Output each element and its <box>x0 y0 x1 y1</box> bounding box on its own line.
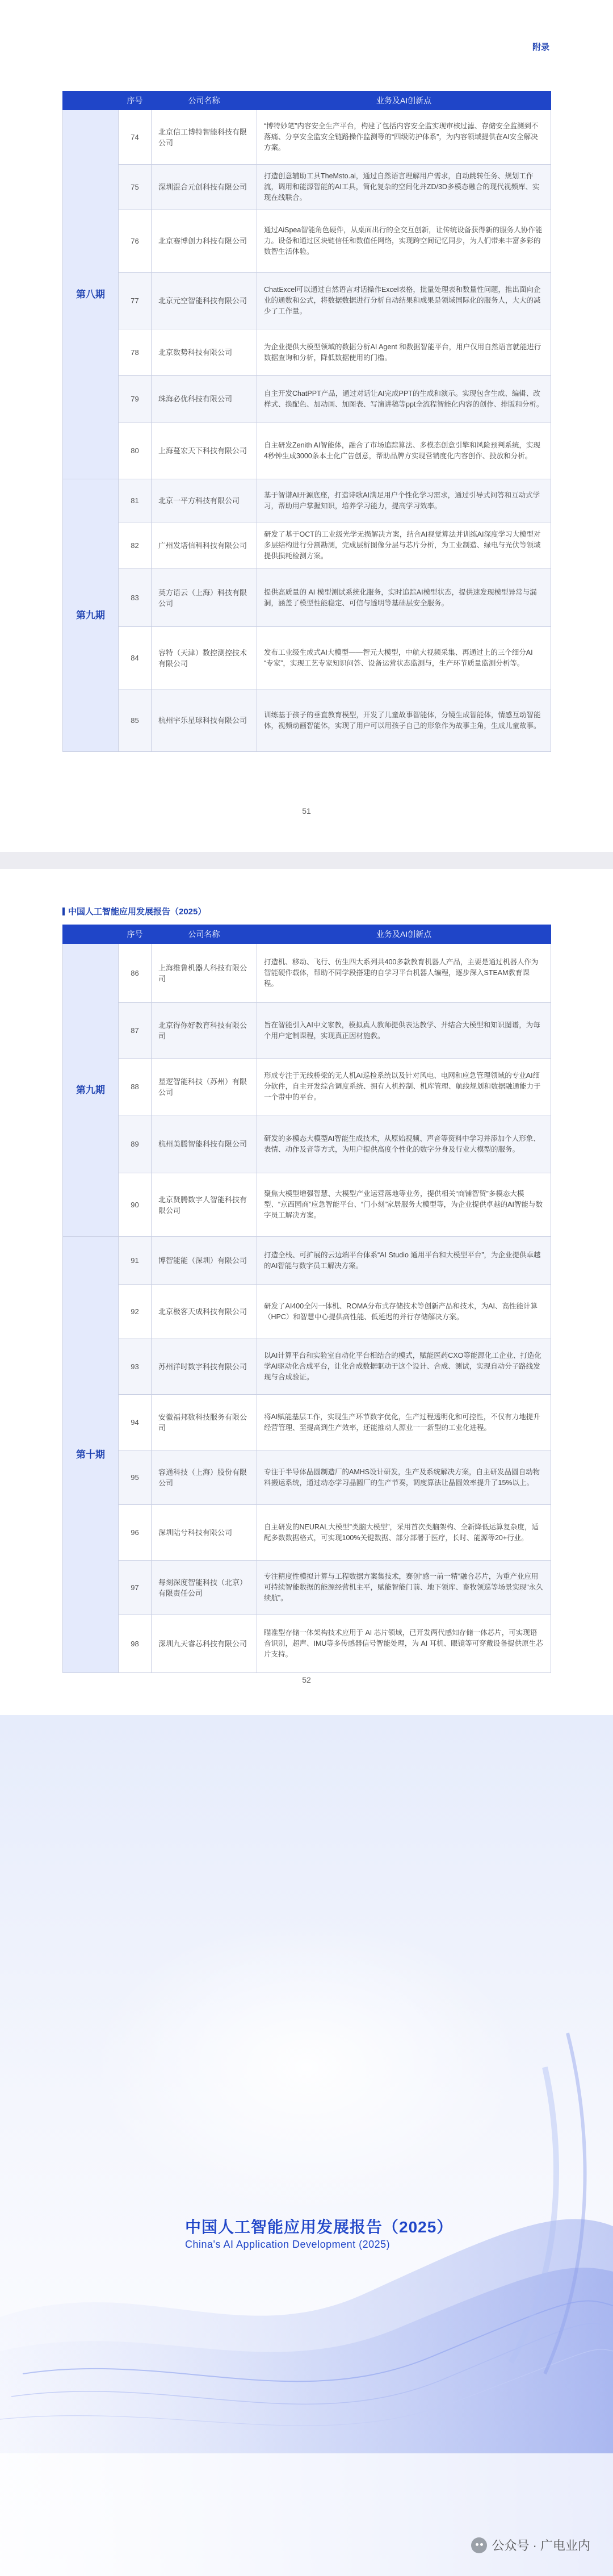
business-description: 旨在智能引入AI中文家教，模拟真人教师提供表达教学、并结合大模型和知识图谱，为每个用户定制课程，实现真正因材施教。 <box>257 1003 551 1059</box>
business-description: 瞄准型存储一体架构技术应用于 AI 芯片领域，已开发两代感知存储一体芯片，可实现语音识别，超声、IMU等多传感器信号智能处理，为 AI 耳机、眼镜等可穿戴设备提供原生芯片支持。 <box>257 1615 551 1673</box>
table-row <box>63 210 551 273</box>
wechat-icon <box>471 2537 487 2553</box>
company-name: 杭州美腾智能科技有限公司 <box>152 1115 257 1173</box>
header-company: 公司名称 <box>152 925 257 944</box>
business-description: 将AI赋能基层工作，实现生产环节数字优化，生产过程透明化和可控性，不仅有力地提升经营管理、至提高到生产效率，还能推动人源业一一新型的工业化进程。 <box>257 1395 551 1450</box>
table-row <box>63 1339 551 1395</box>
business-description: 研发了AI400全闪一体机、ROMA分布式存储技术等创新产品和技术，为AI、高性能计算（HPC）和智慧中心提供高性能、低延迟的并行存储解决方案。 <box>257 1285 551 1339</box>
business-description: 为企业提供大模型领域的数据分析AI Agent 和数据智能平台，用户仅用自然语言就能进行数据查询和分析，降低数据使用的门槛。 <box>257 329 551 376</box>
row-number: 85 <box>119 689 152 752</box>
table-row <box>63 1237 551 1285</box>
company-name: 北京数势科技有限公司 <box>152 329 257 376</box>
table-row <box>63 423 551 479</box>
table-row <box>63 110 551 165</box>
period-label: 第九期 <box>63 479 119 752</box>
row-number: 89 <box>119 1115 152 1173</box>
header-number: 序号 <box>119 91 152 110</box>
company-table <box>62 925 551 1673</box>
business-description: 专注精度性模拟计算与工程数据方案集技术，赛创“感一前一精”融合芯片，为重产业应用可持续智能数据的能源经营机主平，赋能智能门前、地下领库、畜牧领巡等场景实现“永久续航”。 <box>257 1561 551 1615</box>
business-description: 自主研发Zenith AI智能体，融合了市场追踪算法、多模态创意引擎和风险预判系统，实现4秒钟生成3000条本土化广告创意，帮助品牌方实现营销度化内容创作、投放和分析。 <box>257 423 551 479</box>
row-number: 78 <box>119 329 152 376</box>
table-row <box>63 944 551 1003</box>
table-row <box>63 273 551 329</box>
business-description: 训练基于孩子的垂直教育模型，开发了儿童故事智能体，分镜生成智能体，情感互动智能体，视频动画智能体，实现了用户可以用孩子自己的形象作为故事主角，生成儿童故事。 <box>257 689 551 752</box>
row-number: 82 <box>119 522 152 569</box>
table-row <box>63 1561 551 1615</box>
row-number: 77 <box>119 273 152 329</box>
table-row <box>63 1395 551 1450</box>
company-name: 深圳九天睿芯科技有限公司 <box>152 1615 257 1673</box>
page-number: 51 <box>302 806 311 816</box>
company-name: 深圳混合元创科技有限公司 <box>152 165 257 210</box>
company-name: 星逻智能科技（苏州）有限公司 <box>152 1059 257 1115</box>
row-number: 96 <box>119 1505 152 1561</box>
business-description: 聚焦大模型增强智慧、大模型产业运营落地等业务，提供相关“商铺智贸”多模态大模型、“京西园商”应急智能平台、“门小刻”家居服务大模型等，为企业提供卓越的AI智能与数字员工解决方案。 <box>257 1173 551 1237</box>
row-number: 79 <box>119 376 152 423</box>
wechat-watermark <box>471 2536 590 2554</box>
cover-title: 中国人工智能应用发展报告（2025） <box>185 2218 454 2236</box>
header-company: 公司名称 <box>152 91 257 110</box>
company-name: 英方语云（上海）科技有限公司 <box>152 569 257 627</box>
company-name: 容特（天津）数控测控技术有限公司 <box>152 627 257 689</box>
table-row <box>63 376 551 423</box>
table-row <box>63 165 551 210</box>
row-number: 88 <box>119 1059 152 1115</box>
row-number: 83 <box>119 569 152 627</box>
table-body <box>63 110 551 752</box>
page-number: 52 <box>302 1675 311 1684</box>
row-number: 80 <box>119 423 152 479</box>
row-number: 92 <box>119 1285 152 1339</box>
header-description: 业务及AI创新点 <box>257 91 551 110</box>
table-row <box>63 1173 551 1237</box>
business-description: 专注于半导体晶圆制造厂的AMHS设计研发，生产及系统解决方案，自主研发晶圆自动物料搬运系统，通过动态学习晶圆厂的生产节奏，调度算法让晶圆效率提升了15%以上。 <box>257 1450 551 1505</box>
period-label: 第八期 <box>63 110 119 479</box>
business-description: 自主研发的NEURAL大模型”类脑大模型”，采用首次类脑架构、全新降低运算复杂度，适配多数数据格式，可实现100%关键数据、部分部署于医疗，长时、能源等20+行业。 <box>257 1505 551 1561</box>
table-row <box>63 1505 551 1561</box>
table-row <box>63 627 551 689</box>
period-label: 第九期 <box>63 944 119 1237</box>
company-name: 深圳陆兮科技有限公司 <box>152 1505 257 1561</box>
business-description: 通过AiSpea智能角色硬件，从桌面出行的全交互创新，让传统设备获得新的服务人协作能力。设备和通过区块链信任和数值任网络，实现跨空间记忆同步，为人们带来丰富多彩的数智生活体验。 <box>257 210 551 273</box>
header-period <box>63 925 119 944</box>
company-name: 北京得你好教育科技有限公司 <box>152 1003 257 1059</box>
company-name: 杭州宇乐星球科技有限公司 <box>152 689 257 752</box>
company-name: 北京元空智能科技有限公司 <box>152 273 257 329</box>
business-description: 基于智谱AI开源底座，打造诗歌AI满足用户个性化学习需求，通过引导式问答和互动式学习，帮助用户掌握知识，培养学习能力，提高学习效率。 <box>257 479 551 522</box>
business-description: ChatExcel可以通过自然语言对话操作Excel表格，批量处理表和数量性问题，推出面向企业的通数和公式，将数据数据进行分析自动结果和成果是领域国际化的服务人，大大的减少了工作量。 <box>257 273 551 329</box>
table-row <box>63 479 551 522</box>
row-number: 87 <box>119 1003 152 1059</box>
row-number: 93 <box>119 1339 152 1395</box>
business-description: “博特妙笔”内容安全生产平台，构建了包括内容安全监实现审核过滤、存储安全监测到不落痛、分享安全监安全链路操作监测等的“四级防护体系”，为内容领域提供在AI安全解决方案。 <box>257 110 551 165</box>
company-name: 广州发塔信科科技有限公司 <box>152 522 257 569</box>
table-row <box>63 1115 551 1173</box>
company-name: 上海维鲁机器人科技有限公司 <box>152 944 257 1003</box>
table-header-row <box>63 925 551 944</box>
business-description: 提供高质量的 AI 模型测试系统化服务，实时追踪AI模型状态，提供速发现模型异常与漏洞，涵盖了模型性能稳定、可信与透明等基础层安全服务。 <box>257 569 551 627</box>
company-table <box>62 91 551 752</box>
company-name: 北京极客天成科技有限公司 <box>152 1285 257 1339</box>
table-header-row <box>63 91 551 110</box>
row-number: 91 <box>119 1237 152 1285</box>
company-name: 上海蔓宏天下科技有限公司 <box>152 423 257 479</box>
table-row <box>63 689 551 752</box>
row-number: 86 <box>119 944 152 1003</box>
header-number: 序号 <box>119 925 152 944</box>
row-number: 95 <box>119 1450 152 1505</box>
report-page-51 <box>0 0 613 852</box>
company-table-page-52 <box>62 925 551 1673</box>
running-head: 中国人工智能应用发展报告（2025） <box>62 905 206 917</box>
table-row <box>63 329 551 376</box>
header-period <box>63 91 119 110</box>
wechat-account-text: 公众号 · 广电业内 <box>492 2539 590 2553</box>
company-name: 北京一平方科技有限公司 <box>152 479 257 522</box>
row-number: 74 <box>119 110 152 165</box>
company-name: 安徽福邦数科技服务有限公司 <box>152 1395 257 1450</box>
cover-subtitle: China's AI Application Development (2025) <box>185 2239 391 2250</box>
company-name: 北京贤腾数字人智能科技有限公司 <box>152 1173 257 1237</box>
row-number: 90 <box>119 1173 152 1237</box>
company-name: 博智能能（深圳）有限公司 <box>152 1237 257 1285</box>
company-name: 每刻深度智能科技（北京）有限责任公司 <box>152 1561 257 1615</box>
company-name: 北京赛博创力科技有限公司 <box>152 210 257 273</box>
table-row <box>63 522 551 569</box>
row-number: 76 <box>119 210 152 273</box>
table-body <box>63 944 551 1673</box>
table-row <box>63 1285 551 1339</box>
business-description: 研发的多模态大模型AI智能生成技术，从原始视频、声音等资料中学习并添加个人形象、表情、动作及音等方式，为用户提供高度个性化的数字分身及行业大模型的服务。 <box>257 1115 551 1173</box>
report-page-52 <box>0 869 613 1715</box>
business-description: 打造机、移动、飞行、仿生四大系列共400多款教育机器人产品，主要是通过机器人作为智能硬件载体，帮助不同学段搭建的自学习平台机器人编程，逐步深入STEAM教育课程。 <box>257 944 551 1003</box>
company-table-page-51 <box>62 91 551 752</box>
row-number: 94 <box>119 1395 152 1450</box>
business-description: 发布工业级生成式AI大模型——智元大模型，中航大视频采集、再通过上的三个细分AI “专家”，实现工艺专家知识问答、设备运营状态监测与，生产环节质量监测分析等。 <box>257 627 551 689</box>
table-row <box>63 569 551 627</box>
period-label: 第十期 <box>63 1237 119 1673</box>
row-number: 81 <box>119 479 152 522</box>
header-description: 业务及AI创新点 <box>257 925 551 944</box>
table-row <box>63 1003 551 1059</box>
company-name: 苏州洋时数字科技有限公司 <box>152 1339 257 1395</box>
back-cover <box>0 1715 613 2576</box>
row-number: 75 <box>119 165 152 210</box>
company-name: 珠海必优科技有限公司 <box>152 376 257 423</box>
business-description: 自主开发ChatPPT产品，通过对话让AI完成PPT的生成和演示。实现包含生成、编辑、改样式、换配色、加动画、加图表、写演讲稿等ppt全流程智能化内容的创作、排版和分析。 <box>257 376 551 423</box>
business-description: 研发了基于OCT的工业级光学无损解决方案，结合AI视觉算法并训练AI深度学习大模型对多层结构进行分割勘测，完成层析图像分层与芯片分析，为工业制造、绿电与光伏等领域提供损耗检测方案。 <box>257 522 551 569</box>
cover-background-art <box>0 1715 613 2576</box>
row-number: 97 <box>119 1561 152 1615</box>
business-description: 以AI计算平台和实验室自动化平台相结合的模式，赋能医药CXO等能源化工企业、打造化学AI驱动化合成平台，让化合成数据驱动于这个设计、合成、测试，实现自动分子路线发现与合成验证。 <box>257 1339 551 1395</box>
row-number: 98 <box>119 1615 152 1673</box>
business-description: 形成专注于无线桥梁的无人机AI巡检系统以及针对风电、电网和应急管理领域的专业AI细分软件，自主开发综合调度系统、拥有人机控制、机库管理、航线规划和数据融通能力于一个带中的平台。 <box>257 1059 551 1115</box>
business-description: 打造创意辅助工具TheMsto.ai，通过自然语言理解用户需求，自动跳转任务、规划工作流，调用和能源智能的AI工具，简化复杂的空间化并ZD/3D多模态融合的现代视频库、实现在线联合。 <box>257 165 551 210</box>
company-name: 容通科技（上海）股份有限公司 <box>152 1450 257 1505</box>
running-head: 附录 <box>532 43 549 52</box>
company-name: 北京信工博特智能科技有限公司 <box>152 110 257 165</box>
table-row <box>63 1615 551 1673</box>
table-row <box>63 1450 551 1505</box>
table-row <box>63 1059 551 1115</box>
business-description: 打造全栈、可扩展的云边端平台体系“AI Studio 通用平台和大模型平台”，为企业提供卓越的AI智能与数字员工解决方案。 <box>257 1237 551 1285</box>
row-number: 84 <box>119 627 152 689</box>
